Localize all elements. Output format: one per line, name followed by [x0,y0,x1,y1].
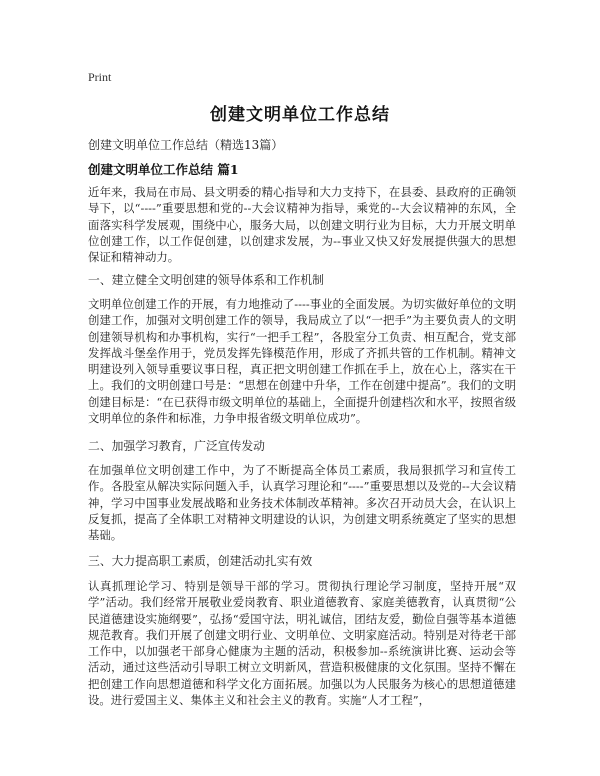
paragraph-intro: 近年来，我局在市局、县文明委的精心指导和大力支持下，在县委、县政府的正确领导下，以“----”重要思想和党的--大会议精神为指导，乘党的--大会议精神的东风，全面落实科学发展观，围绕中心，服务大局，以创建文明行业为目标，大力开展文明单位创建工作，以工作促创建，以创建求发展，为--事业又快又好发展提供强大的思想保证和精神动力。 [88,185,516,265]
document-title: 创建文明单位工作总结 [210,105,390,125]
paragraph-1: 文明单位创建工作的开展，有力地推动了----事业的全面发展。为切实做好单位的文明创建工作，加强对文明创建工作的领导，我局成立了以“一把手”为主要负责人的文明创建领导机构和办事机构，实行“一把手工程”，各股室分工负责、相互配合，党支部发挥战斗堡垒作用于，党员发挥先锋模范作用，形成了齐抓共管的工作机制。精神文明建设列入领导重要议事日程，真正把文明创建工作抓在手上，放在心上，落实在干上。我们的文明创建口号是：“思想在创建中升华，工作在创建中提高”。我们的文明创建目标是：“在已获得市级文明单位的基础上，全面提升创建档次和水平，按照省级文明单位的条件和标准，力争申报省级文明单位成功”。 [88,297,516,426]
section-title: 创建文明单位工作总结 篇1 [88,162,239,177]
heading-1: 一、建立健全文明创建的领导体系和工作机制 [88,273,324,287]
paragraph-3: 认真抓理论学习、特别是领导干部的学习。贯彻执行理论学习制度，坚持开展“双学”活动。我们经常开展敬业爱岗教育、职业道德教育、家庭美德教育，认真贯彻“公民道德建设实施纲要”，弘扬“爱国守法，明礼诚信，团结友爱，勤俭自强等基本道德规范教育。我们开展了创建文明行业、文明单位、文明家庭活动。特别是对待老干部工作中，以加强老干部身心健康为主题的活动，积极参加--系统演讲比赛、运动会等活动，通过这些活动引导职工树立文明新风，营造积极健康的文化氛围。坚持不懈在把创建工作向思想道德和科学文化方面拓展。加强以为人民服务为核心的思想道德建设。进行爱国主义、集体主义和社会主义的教育。实施“人才工程”， [88,579,516,708]
heading-2: 二、加强学习教育，广泛宣传发动 [88,439,265,453]
paragraph-2: 在加强单位文明创建工作中，为了不断提高全体员工素质，我局狠抓学习和宣传工作。各股室从解决实际问题入手，认真学习理论和“----”重要思想以及党的--大会议精神，学习中国事业发展战略和业务技术体制改革精神。多次召开动员大会，在认识上反复抓，提高了全体职工对精神文明建设的认识，为创建文明系统奠定了坚实的思想基础。 [88,463,516,543]
document-subtitle: 创建文明单位工作总结（精选13篇） [88,138,284,152]
heading-3: 三、大力提高职工素质，创建活动扎实有效 [88,554,313,568]
print-label: Print [88,70,112,84]
